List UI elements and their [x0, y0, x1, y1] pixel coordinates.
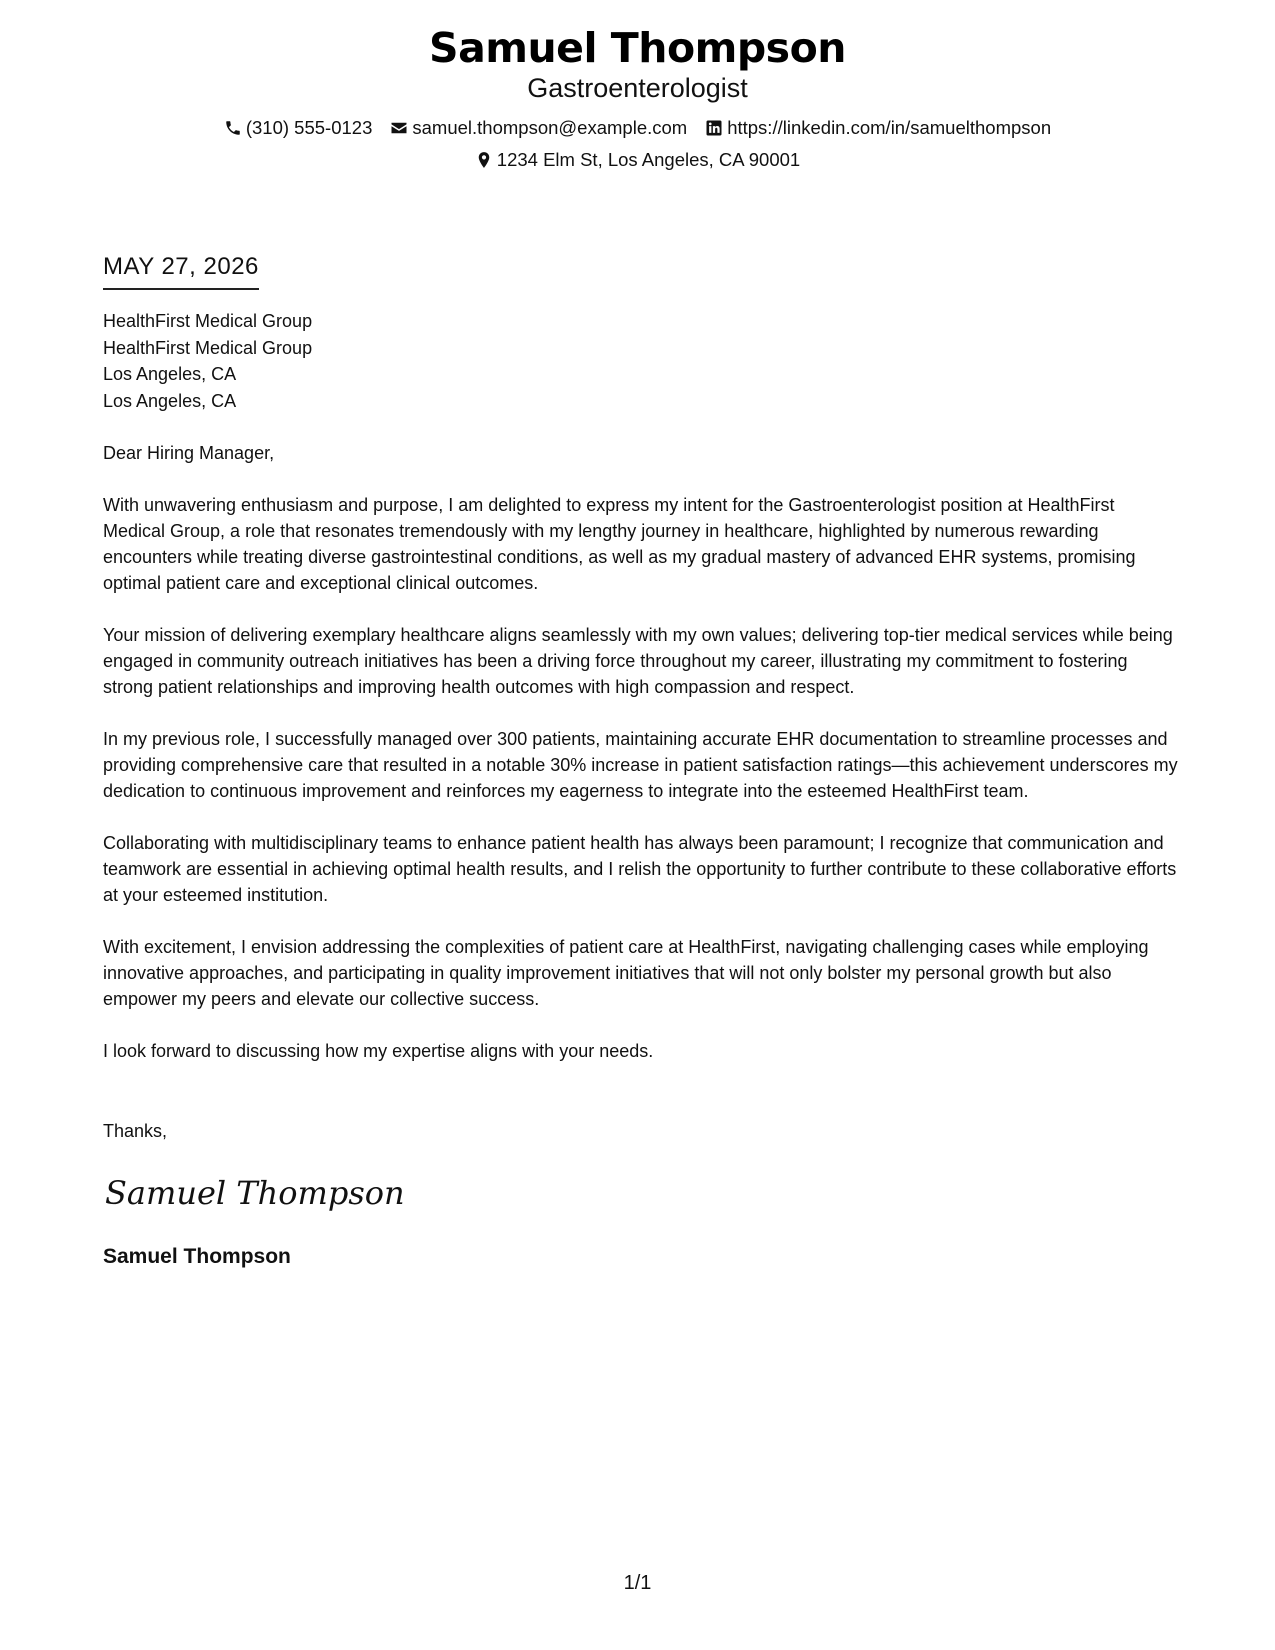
body-paragraph: In my previous role, I successfully managed over 300 patients, maintaining accurate EHR documentation to streamline processes and providing comprehensive care that resulted in a notable 30% increase in patient satisfaction ratings—this achievement underscores my dedication to continuous improvement and reinforces my eagerness to integrate into the esteemed HealthFirst team. — [103, 729, 1178, 801]
contact-phone — [224, 116, 373, 140]
applicant-name: Samuel Thompson — [429, 24, 846, 72]
address-row — [0, 148, 1275, 172]
linkedin-link[interactable]: https://linkedin.com/in/samuelthompson — [727, 117, 1052, 138]
page-number: 1/1 — [623, 1572, 652, 1594]
recipient-line: HealthFirst Medical Group — [103, 337, 313, 358]
letter-body — [103, 252, 1178, 1270]
handwritten-signature — [103, 1168, 405, 1216]
phone-text: (310) 555-0123 — [245, 117, 373, 138]
applicant-title: Gastroenterologist — [527, 73, 748, 103]
signer-name: Samuel Thompson — [103, 1245, 291, 1268]
salutation: Dear Hiring Manager, — [103, 443, 275, 463]
letter-date: MAY 27, 2026 — [103, 252, 259, 290]
recipient-line: Los Angeles, CA — [103, 364, 237, 384]
linkedin-icon — [705, 119, 723, 137]
recipient-line: HealthFirst Medical Group — [103, 311, 313, 331]
body-paragraph: Your mission of delivering exemplary healthcare aligns seamlessly with my own values; delivering top-tier medical services while being engaged in community outreach initiatives has been a driving force throughout my career, illustrating my commitment to fostering strong patient relationships and improving health outcomes with high compassion and respect. — [103, 625, 1173, 697]
contact-email[interactable] — [390, 116, 687, 140]
body-paragraph: With unwavering enthusiasm and purpose, I am delighted to express my intent for the Gastroenterologist position at HealthFirst Medical Group, a role that resonates tremendously with my lengthy journey in healthcare, highlighted by numerous rewarding encounters while treating diverse gastrointestinal conditions, as well as my gradual mastery of advanced EHR systems, promising optimal patient care and exceptional clinical outcomes. — [103, 495, 1136, 593]
body-paragraph: With excitement, I envision addressing the complexities of patient care at HealthFirst, navigating challenging cases while employing innovative approaches, and participating in quality improvement initiatives that will not only bolster my personal growth but also empower my peers and elevate our collective success. — [103, 937, 1149, 1009]
body-paragraph: Collaborating with multidisciplinary teams to enhance patient health has always been paramount; I recognize that communication and teamwork are essential in achieving optimal health results, and I relish the opportunity to further contribute to these collaborative efforts at your esteemed institution. — [103, 833, 1177, 905]
envelope-icon — [390, 119, 408, 137]
contact-address — [475, 148, 800, 172]
map-pin-icon — [475, 151, 493, 169]
recipient-line: Los Angeles, CA — [103, 390, 237, 411]
signature-text: Samuel Thompson — [105, 1174, 405, 1212]
body-paragraph: I look forward to discussing how my expertise aligns with your needs. — [103, 1041, 654, 1061]
address-text: 1234 Elm St, Los Angeles, CA 90001 — [496, 149, 801, 170]
contact-linkedin[interactable] — [705, 116, 1051, 140]
recipient-block — [103, 308, 1178, 414]
email-link[interactable]: samuel.thompson@example.com — [412, 117, 688, 138]
contact-row — [0, 116, 1275, 140]
letter-header — [0, 22, 1275, 172]
closing: Thanks, — [103, 1121, 168, 1141]
phone-icon — [224, 119, 242, 137]
